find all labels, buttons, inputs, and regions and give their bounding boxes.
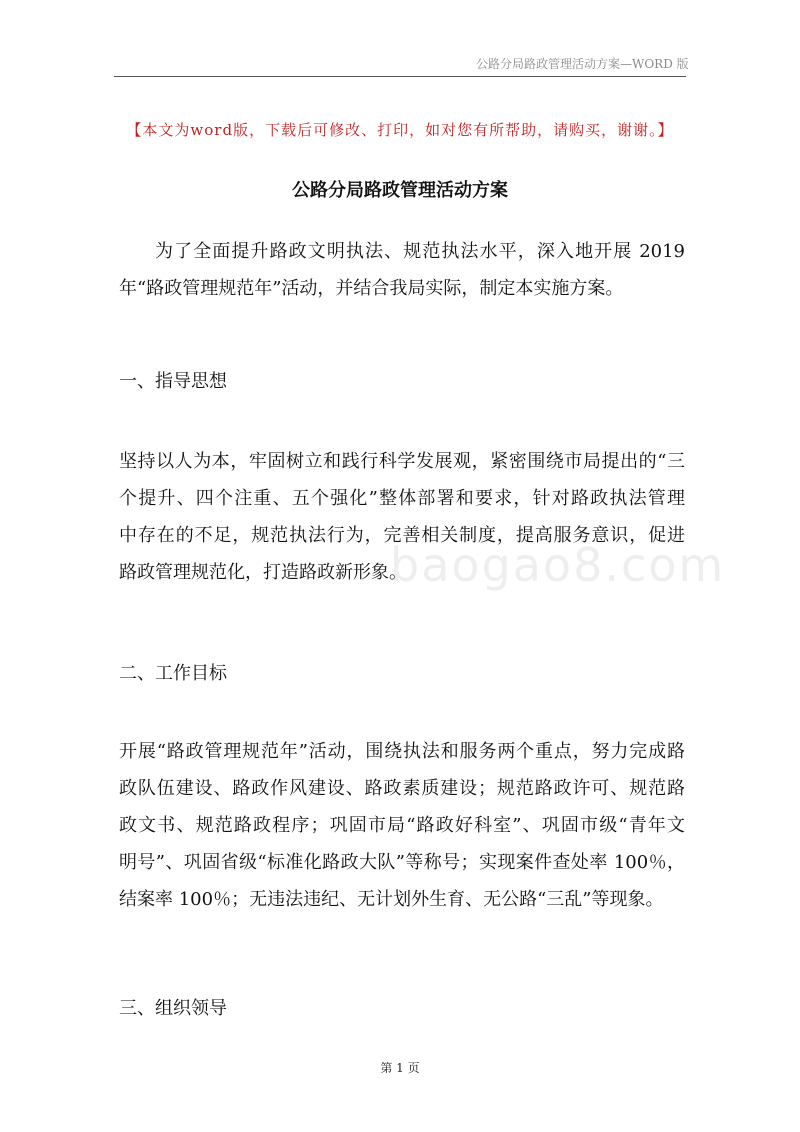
intro-line: 为了全面提升路政文明执法、规范执法水平，深入地开展 2019 xyxy=(155,241,685,262)
section-heading-guiding-ideology: 一、指导思想 xyxy=(119,371,227,392)
body-line: 个提升、四个注重、五个强化”整体部署和要求，针对路政执法管理 xyxy=(119,488,685,509)
body-line: 政队伍建设、路政作风建设、路政素质建设；规范路政许可、规范路 xyxy=(119,778,685,799)
body-line: 路政管理规范化，打造路政新形象。 xyxy=(119,562,407,583)
body-line: 明号”、巩固省级“标准化路政大队”等称号；实现案件查处率 100％， xyxy=(119,852,685,873)
purchase-notice: 【本文为word版，下载后可修改、打印，如对您有所帮助，请购买，谢谢。】 xyxy=(126,121,674,139)
intro-paragraph xyxy=(119,233,685,307)
section-work-goals-body xyxy=(119,733,685,918)
body-line: 中存在的不足，规范执法行为，完善相关制度，提高服务意识，促进 xyxy=(119,525,685,546)
body-line: 政文书、规范路政程序；巩固市局“路政好科室”、巩固市级“青年文 xyxy=(119,815,685,836)
watermark-text: baogao8.com xyxy=(390,538,726,592)
body-line: 结案率 100％；无违法违纪、无计划外生育、无公路“三乱”等现象。 xyxy=(119,889,664,910)
document-title: 公路分局路政管理活动方案 xyxy=(292,180,508,201)
page-number: 第 1 页 xyxy=(380,1061,420,1075)
section-heading-work-goals: 二、工作目标 xyxy=(119,663,227,684)
body-line: 开展“路政管理规范年”活动，围绕执法和服务两个重点，努力完成路 xyxy=(119,741,685,762)
body-line: 坚持以人为本，牢固树立和践行科学发展观，紧密围绕市局提出的“三 xyxy=(119,451,685,472)
section-heading-organization: 三、组织领导 xyxy=(119,998,227,1019)
page-header: 公路分局路政管理活动方案—WORD 版 xyxy=(476,57,689,71)
intro-line: 年“路政管理规范年”活动，并结合我局实际，制定本实施方案。 xyxy=(119,278,624,299)
header-divider xyxy=(114,76,686,77)
